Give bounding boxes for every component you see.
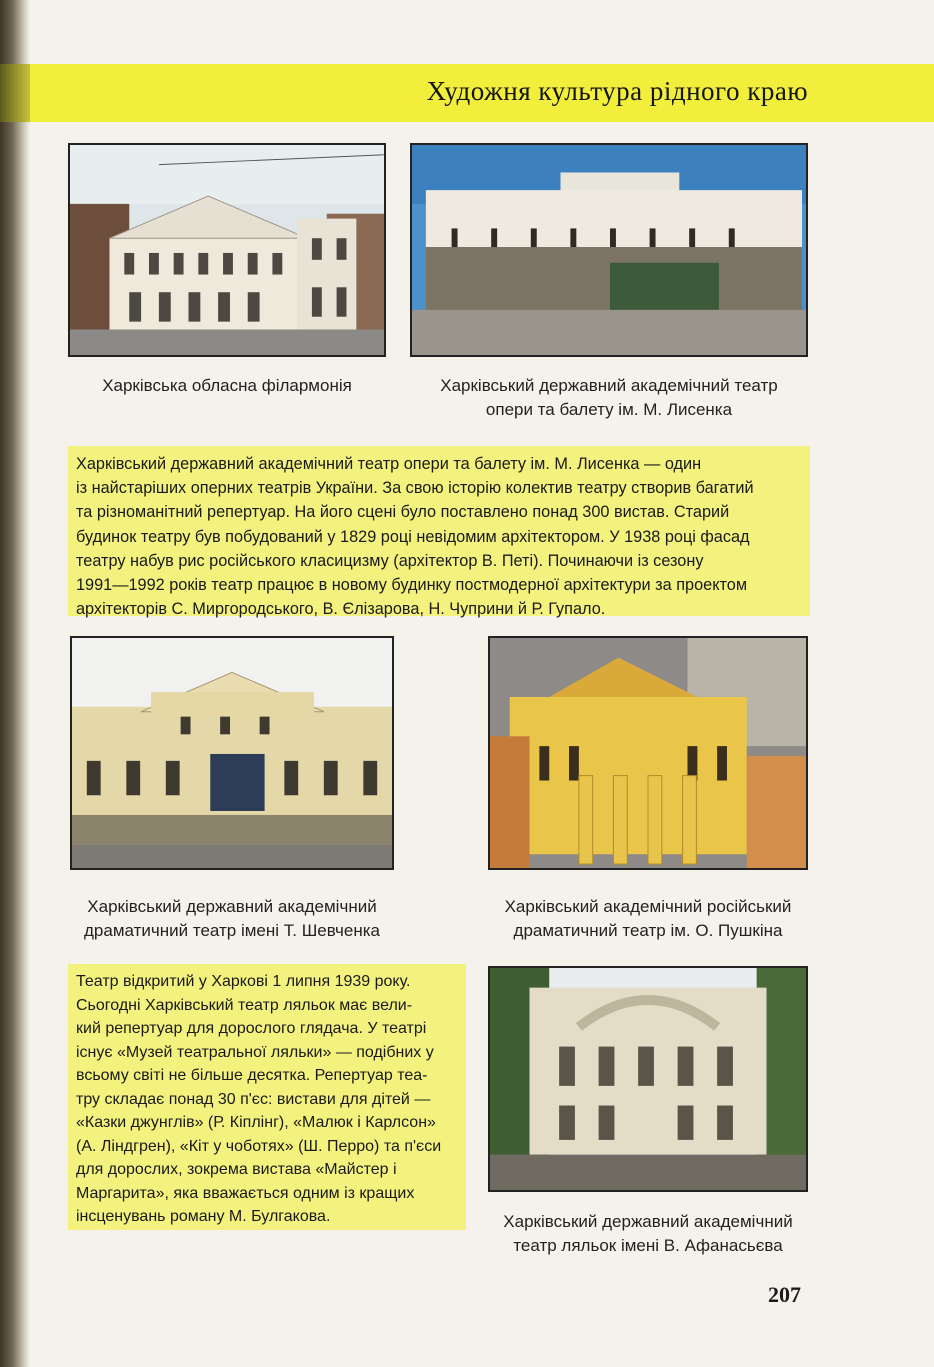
caption-puppet-theatre [488, 1210, 808, 1258]
text-line: Маргарита», яка вважається одним із кращих [76, 1184, 415, 1202]
text-line: кий репертуар для дорослого глядача. У театрі [76, 1020, 427, 1037]
text-line: всьому світі не більше десятка. Репертуар теа- [76, 1067, 428, 1084]
header-tab [0, 64, 30, 122]
text-line: із найстаріших оперних театрів України. За свою історію колектив театру створив багатий [76, 479, 754, 498]
text-line: архітекторів С. Миргородського, В. Єлізарова, Н. Чуприни й Р. Гупало. [76, 600, 606, 619]
caption-philharmonic [68, 374, 386, 398]
puppet-theatre-textbox [68, 964, 466, 1230]
caption-line: опери та балету ім. М. Лисенка [485, 400, 733, 419]
text-line: Сьогодні Харківський театр ляльок має вели- [76, 996, 413, 1014]
caption-line: Харківський державний академічний [503, 1212, 793, 1231]
caption-pushkin-theatre [488, 895, 808, 943]
caption-shevchenko-theatre [70, 895, 394, 943]
text-line: Театр відкритий у Харкові 1 липня 1939 року. [76, 973, 411, 990]
page-binding-shadow [0, 0, 30, 1367]
text-line: Харківський державний академічний театр опери та балету ім. М. Лисенка — один [76, 455, 702, 473]
photo-philharmonic [68, 143, 386, 357]
chapter-title: Художня культура рідного краю [426, 76, 808, 106]
text-line: інсценувань роману М. Булгакова. [76, 1208, 331, 1225]
opera-theatre-textbox [68, 446, 810, 619]
caption-line: театр ляльок імені В. Афанасьєва [513, 1236, 783, 1255]
caption-line: Харківська обласна філармонія [102, 376, 352, 395]
text-line: театру набув рис російського класицизму (архітектор В. Петі). Починаючи із сезону [76, 551, 704, 570]
text-line: 1991—1992 років театр працює в новому будинку постмодерної архітектури за проектом [76, 576, 748, 595]
text-line: «Казки джунглів» (Р. Кіплінг), «Малюк і Карлсон» [76, 1114, 436, 1131]
caption-line: Харківський державний академічний театр [440, 376, 778, 395]
text-line: існує «Музей театральної ляльки» — подібних у [76, 1043, 434, 1061]
text-line: та різноманітний репертуар. На його сцені було поставлено понад 300 вистав. Старий [76, 503, 730, 522]
caption-line: Харківський академічний російський [504, 897, 792, 916]
text-line: (А. Ліндгрен), «Кіт у чоботях» (Ш. Перро) та п'єси [76, 1137, 442, 1155]
photo-pushkin-theatre [488, 636, 808, 870]
caption-line: Харківський державний академічний [87, 897, 377, 916]
caption-line: драматичний театр ім. О. Пушкіна [513, 921, 783, 940]
chapter-header-bar [30, 64, 934, 122]
caption-opera-theatre [410, 374, 808, 422]
photo-opera-theatre [410, 143, 808, 357]
text-line: тру складає понад 30 п'єс: вистави для дітей — [76, 1090, 431, 1108]
text-line: для дорослих, зокрема вистава «Майстер і [76, 1161, 397, 1178]
photo-puppet-theatre [488, 966, 808, 1192]
caption-line: драматичний театр імені Т. Шевченка [84, 921, 380, 940]
page-number: 207 [768, 1282, 801, 1307]
photo-shevchenko-theatre [70, 636, 394, 870]
text-line: будинок театру був побудований у 1829 році невідомим архітектором. У 1938 році фасад [76, 527, 750, 546]
